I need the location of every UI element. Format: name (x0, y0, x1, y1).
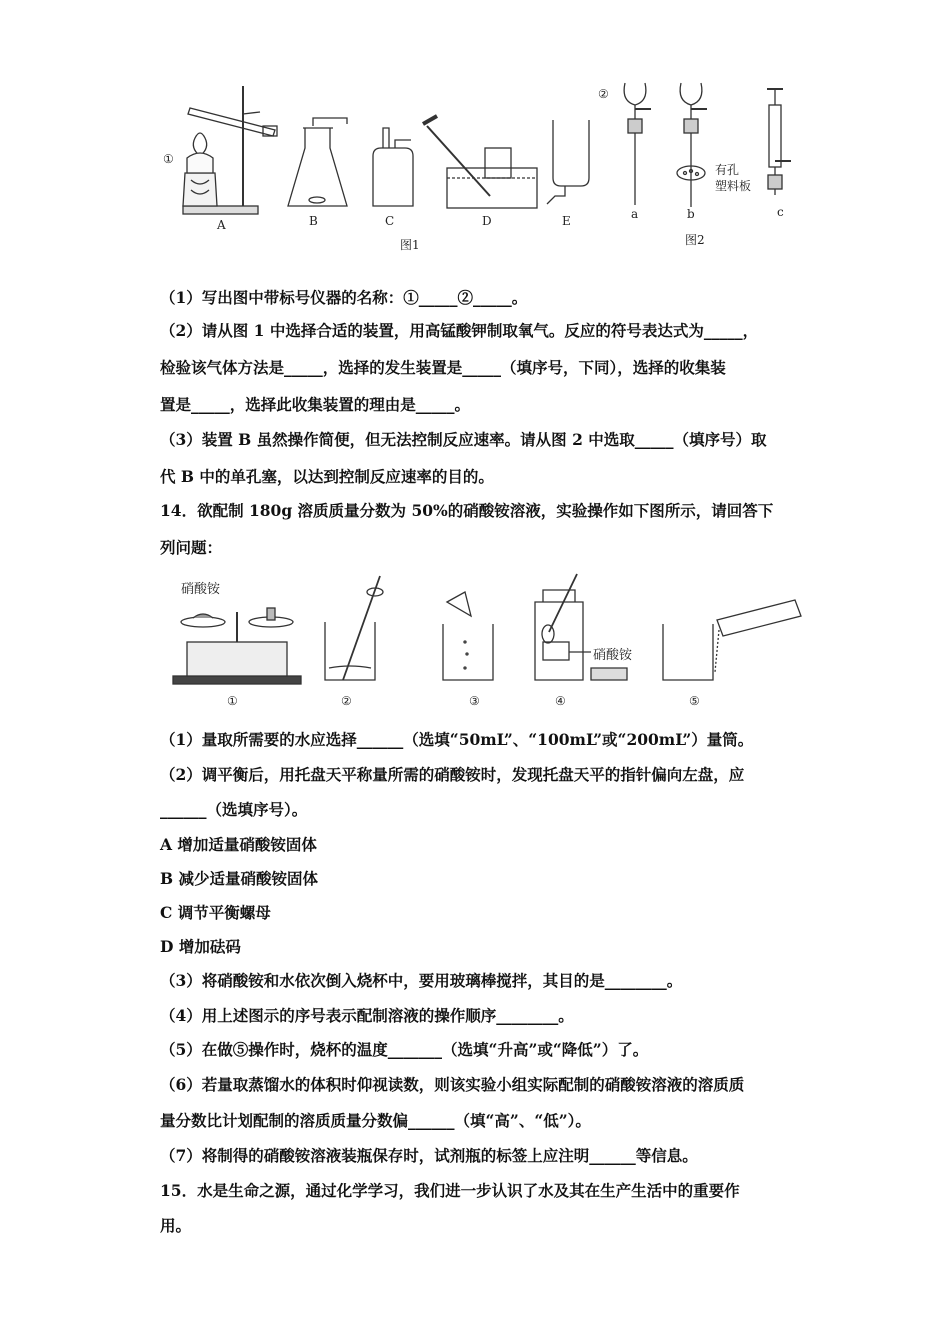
water-trough (447, 168, 537, 208)
plate-label-1: 有孔 (715, 163, 740, 177)
step-4-label: ④ (555, 694, 566, 708)
label-D: D (482, 214, 492, 228)
q14-part4: （4）用上述图示的序号表示配制溶液的操作顺序________。 (160, 1006, 574, 1025)
balance-base (173, 676, 301, 684)
q14-part5: （5）在做⑤操作时，烧杯的温度_______（选填“升高”或“降低”）了。 (160, 1040, 649, 1059)
q13-part3-line1: （3）装置 B 虽然操作简便，但无法控制反应速率。请从图 2 中选取_____（填序号）取 (160, 430, 767, 449)
q15-line1: 15．水是生命之源，通过化学学习，我们进一步认识了水及其在生产生活中的重要作 (160, 1181, 740, 1200)
label-a: a (631, 207, 639, 221)
q14-option-c: C 调节平衡螺母 (160, 903, 271, 922)
q14-part6-line2: 量分数比计划配制的溶质质量分数偏______（填“高”、“低”）。 (160, 1111, 591, 1130)
test-tube (188, 108, 275, 136)
reagent-bottle (535, 602, 583, 680)
q14-option-d: D 增加砝码 (160, 937, 241, 956)
beaker-2 (325, 622, 375, 680)
step-2-label: ② (341, 694, 352, 708)
figure-2-caption: 图2 (685, 233, 705, 247)
q14-part2-line1: （2）调平衡后，用托盘天平称量所需的硝酸铵时，发现托盘天平的指针偏向左盘，应 (160, 765, 745, 784)
label-B: B (309, 214, 318, 228)
label-c: c (777, 205, 784, 219)
figure-3-steps (165, 572, 815, 712)
q15-line2: 用。 (160, 1216, 192, 1235)
funnel-a (624, 83, 646, 105)
q13-part2-line3: 置是_____，选择此收集装置的理由是_____。 (160, 395, 471, 414)
figure-1-apparatus (155, 78, 595, 253)
plate-label-2: 塑料板 (715, 179, 752, 193)
q13-part1: （1）写出图中带标号仪器的名称：①_____②_____。 (160, 288, 528, 307)
q14-stem-line1: 14．欲配制 180g 溶质质量分数为 50%的硝酸铵溶液，实验操作如下图所示，请回答下 (160, 501, 774, 520)
figure-1-caption: 图1 (400, 238, 420, 252)
label-A: A (217, 218, 226, 232)
label-E: E (562, 214, 571, 228)
q14-option-b: B 减少适量硝酸铵固体 (160, 869, 318, 888)
beaker-5 (663, 624, 713, 680)
marker-1: ① (163, 152, 174, 166)
q13-part2-line2: 检验该气体方法是_____，选择的发生装置是_____（填序号，下同），选择的收集装 (160, 358, 726, 377)
syringe (769, 105, 781, 167)
fig3-label-salt-1: 硝酸铵 (181, 582, 221, 597)
label-C: C (385, 214, 395, 228)
marker-2: ② (598, 87, 609, 101)
measuring-cylinder (717, 600, 801, 636)
left-pan (181, 617, 225, 627)
q14-part2-line2: ______（选填序号）。 (160, 800, 308, 819)
q14-stem-line2: 列问题： (160, 538, 223, 557)
figure-2-apparatus (595, 75, 825, 250)
q13-part2-line1: （2）请从图 1 中选择合适的装置，用高锰酸钾制取氧气。反应的符号表达式为_____， (160, 321, 759, 340)
funnel-b (680, 83, 702, 105)
stand-base (183, 206, 258, 214)
q14-part6-line1: （6）若量取蒸馏水的体积时仰视读数，则该实验小组实际配制的硝酸铵溶液的溶质质 (160, 1075, 745, 1094)
wood-block (183, 173, 217, 206)
figure-2-drawing (595, 75, 825, 250)
q13-part3-line2: 代 B 中的单孔塞，以达到控制反应速率的目的。 (160, 467, 494, 486)
gas-bottle (373, 148, 413, 206)
q14-option-a: A 增加适量硝酸铵固体 (160, 835, 317, 854)
label-b: b (687, 207, 695, 221)
inverted-bottle (553, 120, 589, 186)
q14-part1: （1）量取所需要的水应选择______（选填“50mL”、“100mL”或“200mL”）量筒。 (160, 730, 754, 749)
step-1-label: ① (227, 694, 238, 708)
figure-3-drawing (165, 572, 815, 712)
fig3-label-salt-2: 硝酸铵 (593, 648, 633, 663)
conical-flask (288, 128, 347, 206)
q14-part7: （7）将制得的硝酸铵溶液装瓶保存时，试剂瓶的标签上应注明______等信息。 (160, 1146, 698, 1165)
q14-part3: （3）将硝酸铵和水依次倒入烧杯中，要用玻璃棒搅拌，其目的是________。 (160, 971, 683, 990)
step-5-label: ⑤ (689, 694, 700, 708)
step-3-label: ③ (469, 694, 480, 708)
beaker-3 (443, 624, 493, 680)
